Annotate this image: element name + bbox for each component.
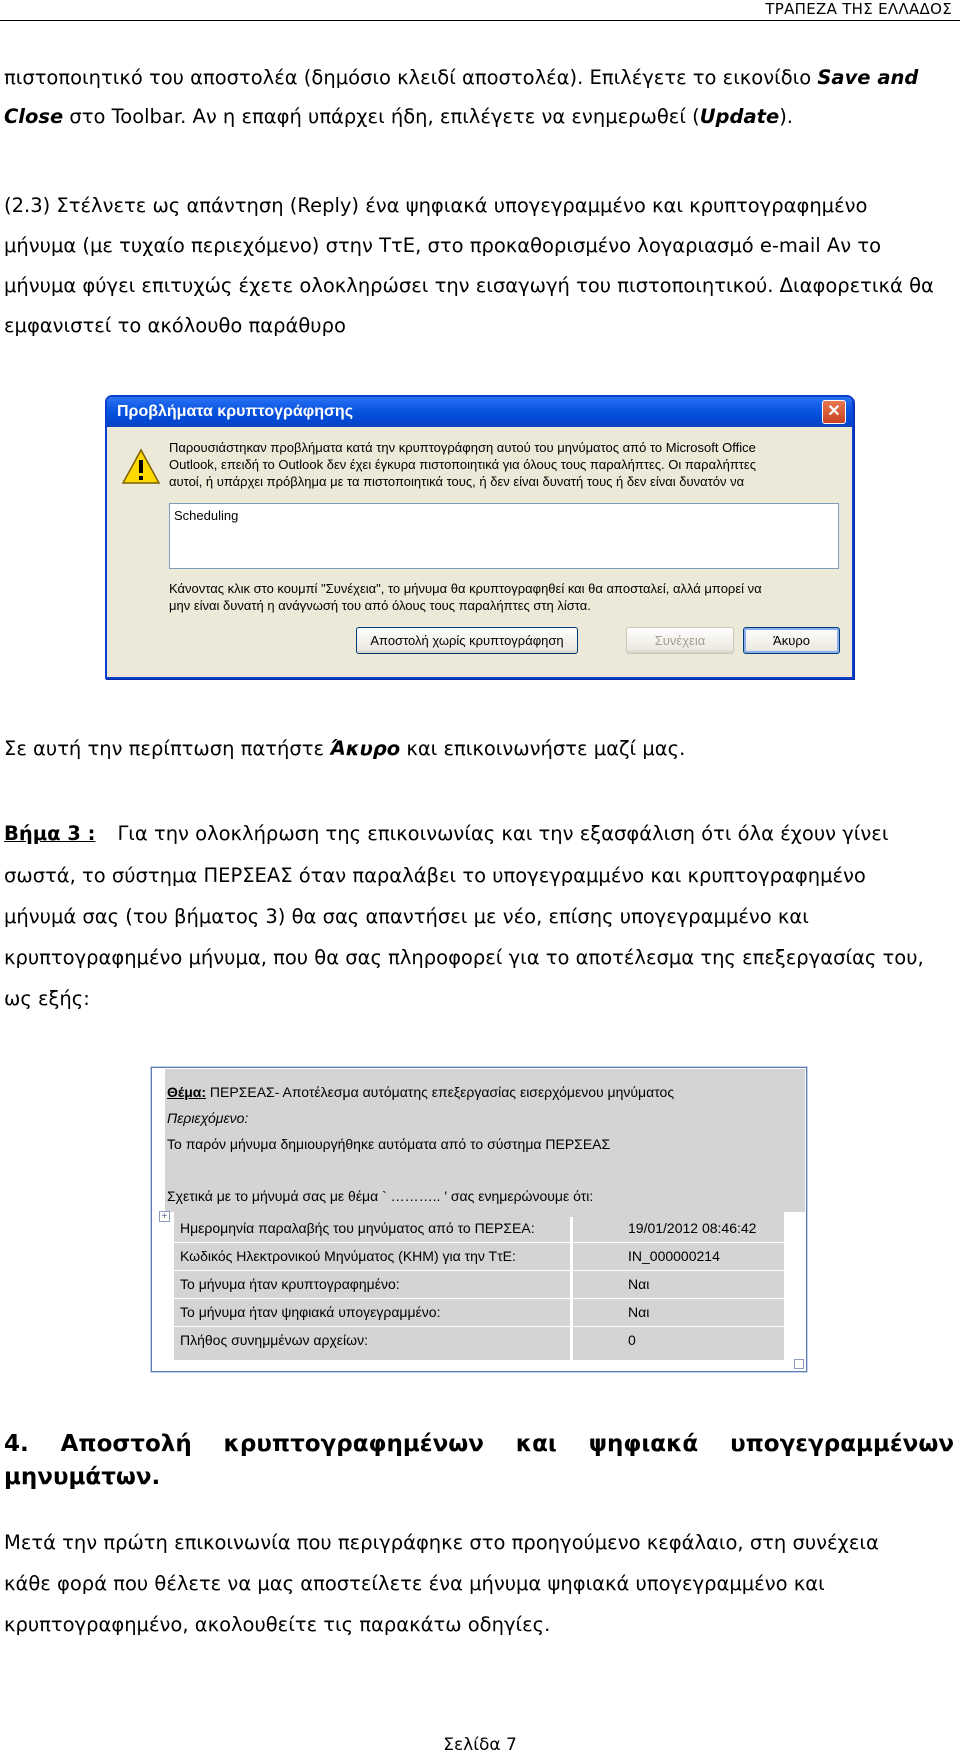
row-label-encrypted: Το μήνυμα ήταν κρυπτογραφημένο: [180, 1276, 400, 1292]
cancel-button[interactable]: Άκυρο [743, 627, 840, 654]
email-subject-label: Θέμα: [167, 1084, 207, 1100]
step3-line2: σωστά, το σύστημα ΠΕΡΣΕΑΣ όταν παραλάβει το υπογεγραμμένο και κρυπτογραφημένο [4, 864, 866, 887]
encryption-problems-dialog [105, 395, 854, 679]
para5-line2: κάθε φορά που θέλετε να μας αποστείλετε ένα μήνυμα ψηφιακά υπογεγραμμένο και [4, 1572, 825, 1595]
dialog-title: Προβλήματα κρυπτογράφησης [117, 403, 354, 420]
recipients-list[interactable] [169, 503, 839, 569]
para3-text1: Σε αυτή την περίπτωση πατήστε [4, 737, 331, 760]
para1-save-and: Save and [817, 66, 919, 89]
continue-button[interactable]: Συνέχεια [626, 627, 734, 654]
page-number: Σελίδα 7 [443, 1735, 517, 1755]
section4-heading-line2: μηνυμάτων. [4, 1464, 161, 1490]
para1-update: Update [699, 105, 780, 128]
para2-line3: μήνυμα φύγει επιτυχώς έχετε ολοκληρώσει την εισαγωγή του πιστοποιητικού. Διαφορετικά θα [4, 274, 934, 297]
header-rule [0, 20, 960, 21]
para5-line3: κρυπτογραφημένο, ακολουθείτε τις παρακάτω οδηγίες. [4, 1613, 551, 1636]
recipient-item[interactable]: Scheduling [174, 508, 239, 523]
row-label-received-date: Ημερομηνία παραλαβής του μηνύματος από το ΠΕΡΣΕΑ: [180, 1220, 535, 1236]
page-header [0, 0, 960, 22]
paragraph-save-close [4, 58, 954, 97]
para1-close: Close [4, 105, 64, 128]
step3-line4: κρυπτογραφημένο μήνυμα, που θα σας πληροφορεί για το αποτέλεσμα της επεξεργασίας του, [4, 946, 924, 969]
para5-line1: Μετά την πρώτη επικοινωνία που περιγράφηκε στο προηγούμενο κεφάλαιο, στη συνέχεια [4, 1531, 879, 1554]
row-label-message-code: Κωδικός Ηλεκτρονικού Μηνύματος (ΚΗΜ) για την ΤτΕ: [180, 1248, 516, 1264]
dialog-message-line1: Παρουσιάστηκαν προβλήματα κατά την κρυπτογράφηση αυτού του μηνύματος από το Microsoft Office [169, 440, 756, 455]
table-column-divider [570, 1217, 573, 1363]
para2-line4: εμφανιστεί το ακόλουθο παράθυρο [4, 314, 346, 337]
dialog-hint-line1: Κάνοντας κλικ στο κουμπί "Συνέχεια", το μήνυμα θα κρυπτογραφηθεί και θα αποσταλεί, αλλά μπορεί να [169, 581, 762, 596]
dialog-message-line2: Outlook, επειδή το Outlook δεν έχει έγκυρα πιστοποιητικά για όλους τους παραλήπτες. Οι παραλήπτες [169, 457, 756, 472]
step3-label: Βήμα 3 : [4, 822, 96, 845]
row-value-attachments: 0 [628, 1332, 636, 1348]
section4-heading-line1: 4. Αποστολή κρυπτογραφημένων και ψηφιακά υπογεγραμμένων [4, 1431, 954, 1457]
para2-line2: μήνυμα (με τυχαίο περιεχόμενο) στην ΤτΕ, στο προκαθορισμένο λογαριασμό e-mail Αν το [4, 234, 881, 257]
dialog-message [169, 439, 841, 490]
row-value-message-code: IN_000000214 [628, 1248, 720, 1264]
email-subject-text: ΠΕΡΣΕΑΣ- Αποτέλεσμα αυτόματης επεξεργασίας εισερχόμενου μηνύματος [206, 1084, 675, 1100]
step3-line1 [4, 814, 954, 853]
table-row-divider [174, 1326, 784, 1327]
table-row-divider [174, 1298, 784, 1299]
para2-line1: (2.3) Στέλνετε ως απάντηση (Reply) ένα ψηφιακά υπογεγραμμένο και κρυπτογραφημένο [4, 194, 868, 217]
dialog-hint [169, 580, 841, 614]
para1-text3: ). [779, 105, 793, 128]
expand-icon[interactable]: + [159, 1211, 170, 1222]
warning-icon [121, 447, 161, 487]
email-subject [167, 1083, 674, 1101]
table-row-divider [174, 1242, 784, 1243]
paragraph-save-close-line2 [4, 97, 954, 136]
email-relates-text: Σχετικά με το μήνυμά σας με θέμα ` ……….. ' σας ενημερώνουμε ότι: [167, 1188, 594, 1204]
email-content-text: Το παρόν μήνυμα δημιουργήθηκε αυτόματα από το σύστημα ΠΕΡΣΕΑΣ [167, 1136, 611, 1152]
step3-line3: μήνυμά σας (του βήματος 3) θα σας απαντήσει με νέο, επίσης υπογεγραμμένο και [4, 905, 809, 928]
para1-text2: στο Toolbar. Αν η επαφή υπάρχει ήδη, επιλέγετε να ενημερωθεί ( [63, 105, 700, 128]
row-value-received-date: 19/01/2012 08:46:42 [628, 1220, 757, 1236]
row-value-encrypted: Ναι [628, 1276, 650, 1292]
dialog-message-line3: αυτοί, ή υπάρχει πρόβλημα με τα πιστοποιητικά τους, ή δεν είναι δυνατή τους ή δεν είναι δυνατόν να [169, 474, 745, 489]
row-label-attachments: Πλήθος συνημμένων αρχείων: [180, 1332, 368, 1348]
row-value-signed: Ναι [628, 1304, 650, 1320]
close-icon[interactable]: ✕ [822, 400, 846, 424]
row-label-signed: Το μήνυμα ήταν ψηφιακά υπογεγραμμένο: [180, 1304, 441, 1320]
dialog-hint-line2: μην είναι δυνατή η ανάγνωσή του από όλους τους παραλήπτες στη λίστα. [169, 598, 591, 613]
send-unencrypted-button[interactable]: Αποστολή χωρίς κρυπτογράφηση [356, 627, 578, 654]
dialog-title-bar [107, 397, 852, 427]
header-title: ΤΡΑΠΕΖΑ ΤΗΣ ΕΛΛΑΔΟΣ [765, 0, 952, 18]
para1-text1: πιστοποιητικό του αποστολέα (δημόσιο κλειδί αποστολέα). Επιλέγετε το εικονίδιο [4, 66, 818, 89]
step3-text1: Για την ολοκλήρωση της επικοινωνίας και την εξασφάλιση ότι όλα έχουν γίνει [117, 822, 889, 845]
para3-cancel: Άκυρο [330, 737, 401, 760]
resize-handle-icon[interactable] [794, 1359, 804, 1369]
email-content-label: Περιεχόμενο: [167, 1110, 249, 1126]
persea-result-email [151, 1067, 807, 1372]
step3-line5: ως εξής: [4, 987, 90, 1010]
paragraph-cancel [4, 729, 954, 768]
para3-text2: και επικοινωνήστε μαζί μας. [400, 737, 686, 760]
table-row-divider [174, 1270, 784, 1271]
